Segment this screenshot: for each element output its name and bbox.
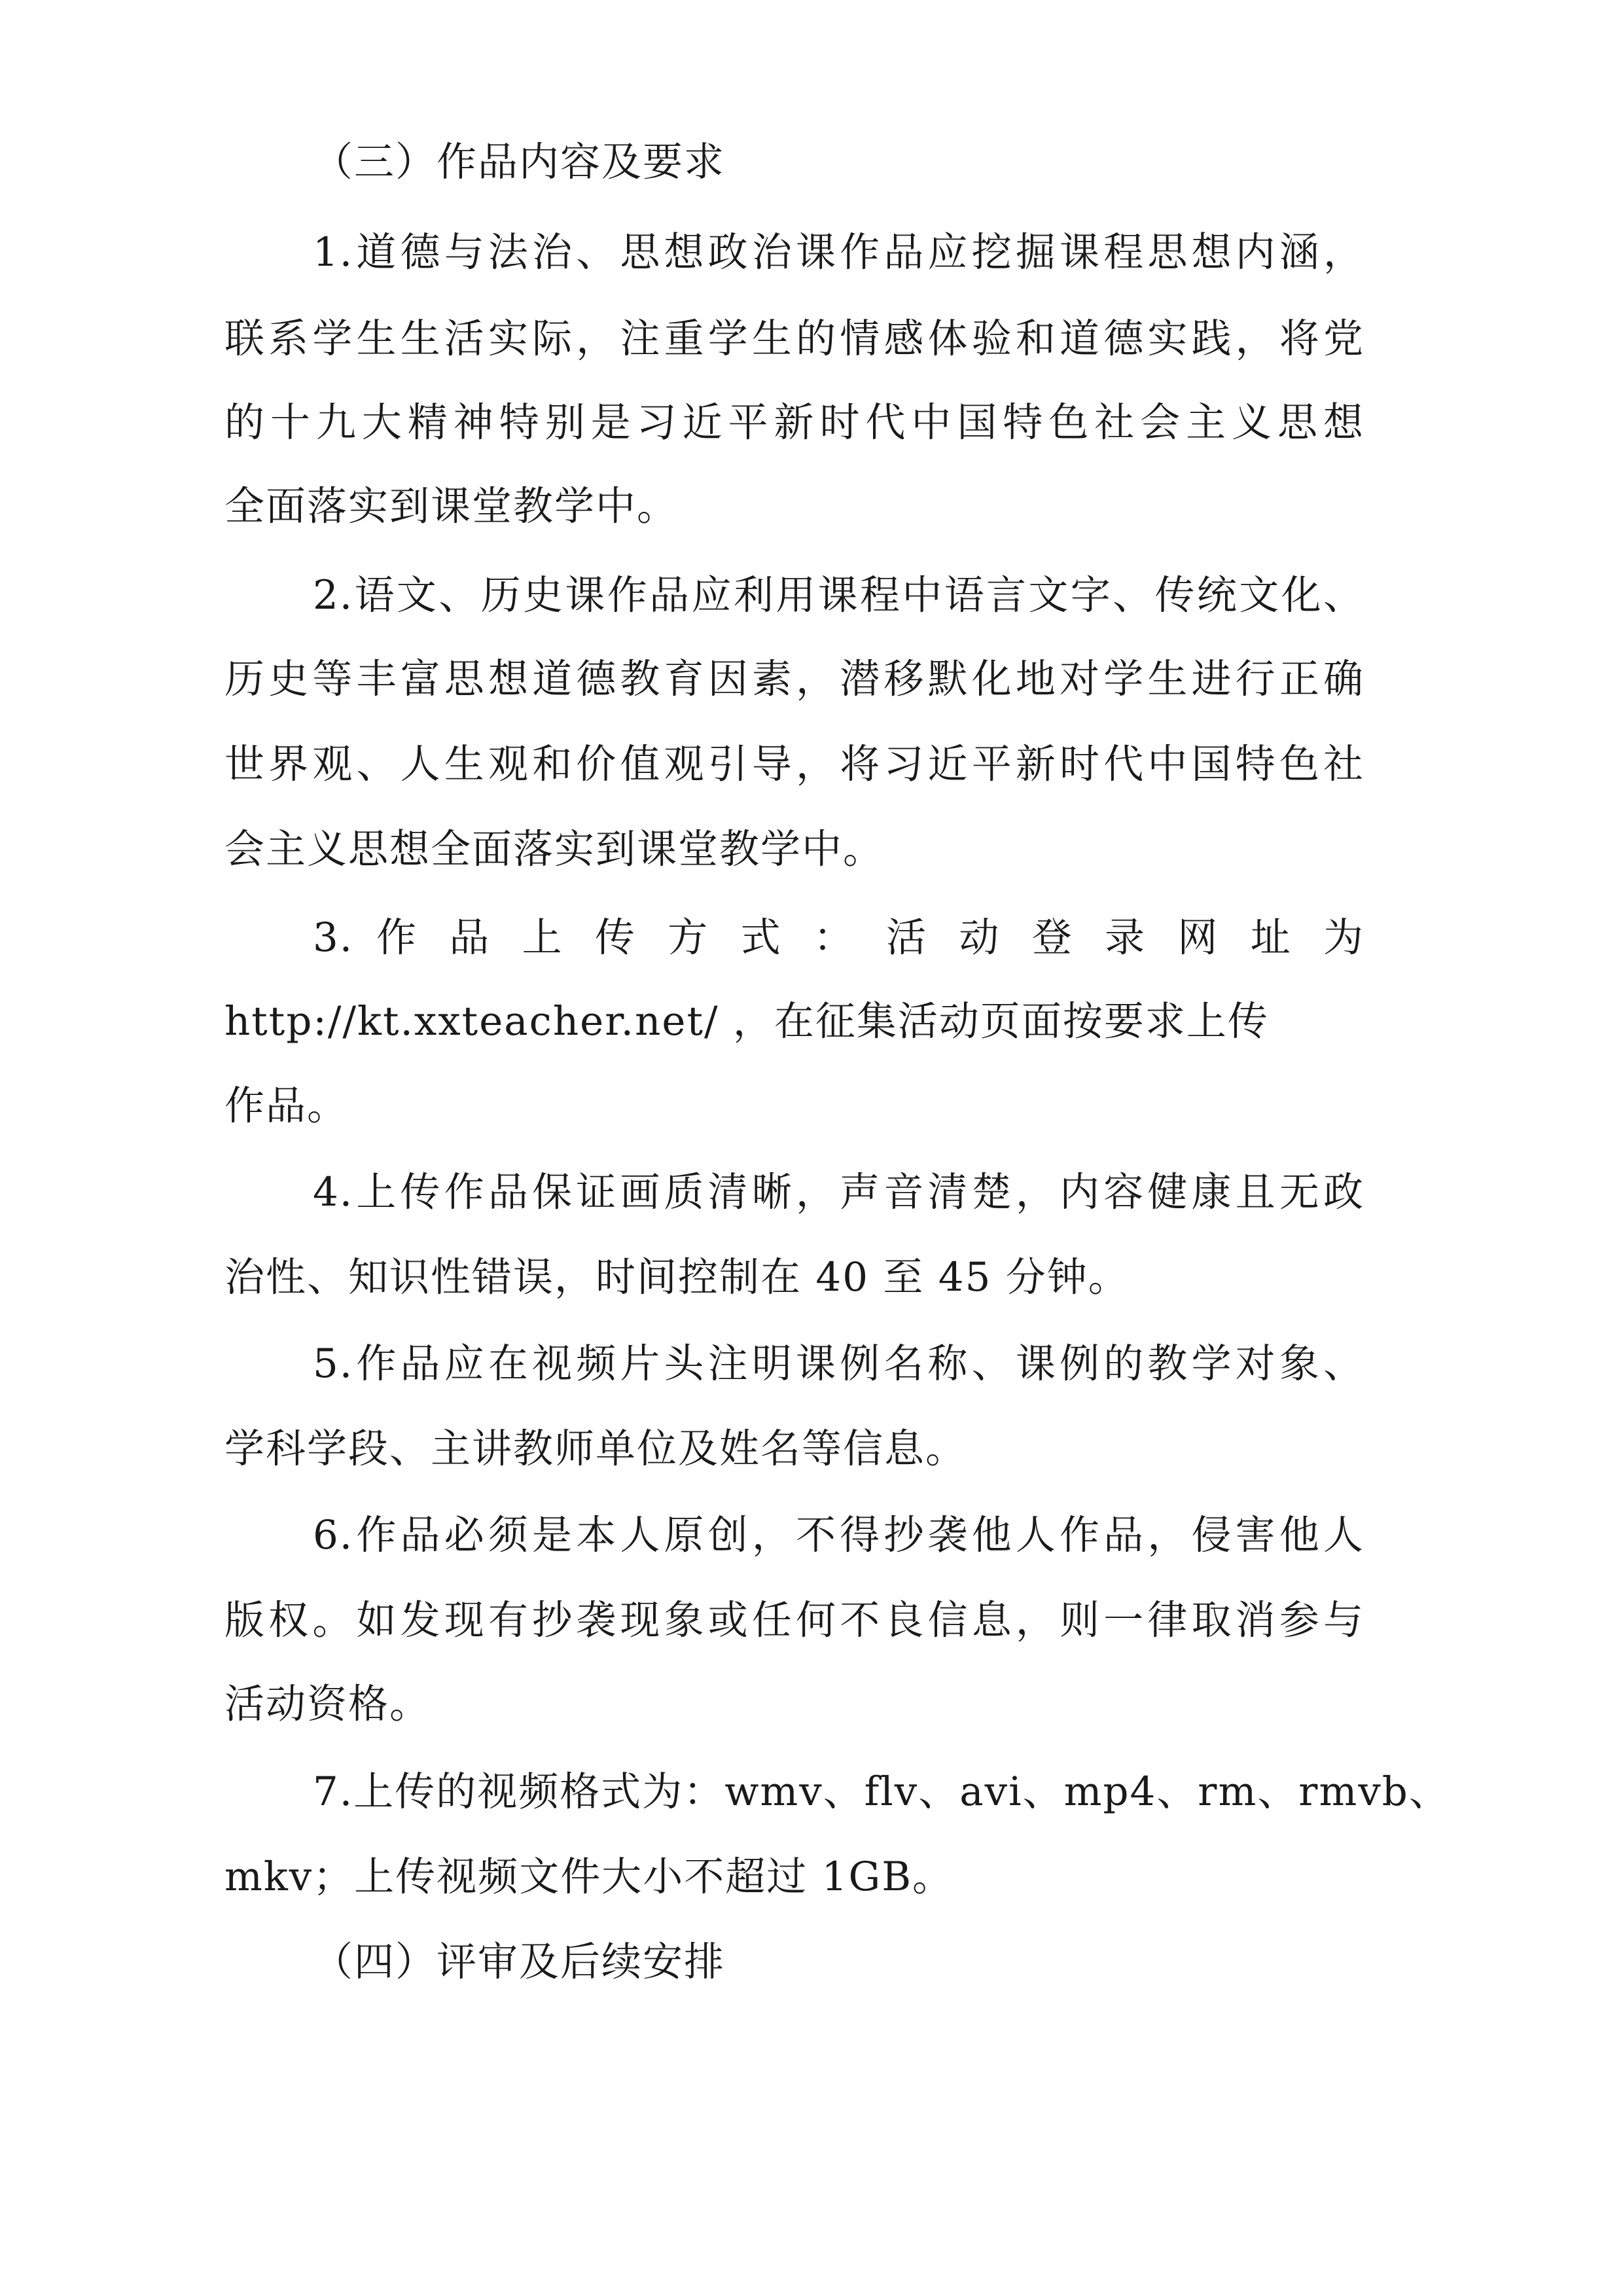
paragraph-1-line-4: 全面落实到课堂教学中。 <box>224 483 679 529</box>
paragraph-1-line-1: 1.道德与法治、思想政治课作品应挖掘课程思想内涵， <box>313 229 1364 276</box>
paragraph-3-line-1: 3. 作 品 上 传 方 式 ： 活 动 登 录 网 址 为 <box>313 914 1364 961</box>
paragraph-7-line-1: 7.上传的视频格式为：wmv、flv、avi、mp4、rm、rmvb、 <box>313 1768 1450 1815</box>
paragraph-3-line-2 <box>224 990 1269 1053</box>
paragraph-2-line-2: 历史等丰富思想道德教育因素，潜移默化地对学生进行正确 <box>224 656 1364 702</box>
paragraph-2-line-1: 2.语文、历史课作品应利用课程中语言文字、传统文化、 <box>313 572 1364 619</box>
paragraph-2-line-3: 世界观、人生观和价值观引导，将习近平新时代中国特色社 <box>224 741 1364 787</box>
upload-url-text: http://kt.xxteacher.net/ ，在征集活动页面按要求上传 <box>224 998 1269 1045</box>
paragraph-4-line-1: 4.上传作品保证画质清晰，声音清楚，内容健康且无政 <box>313 1169 1364 1215</box>
paragraph-6-line-1: 6.作品必须是本人原创，不得抄袭他人作品，侵害他人 <box>313 1512 1364 1558</box>
section-heading-3: （三）作品内容及要求 <box>313 139 726 185</box>
paragraph-6-line-2: 版权。如发现有抄袭现象或任何不良信息，则一律取消参与 <box>224 1597 1364 1643</box>
paragraph-5-line-1: 5.作品应在视频片头注明课例名称、课例的教学对象、 <box>313 1340 1364 1387</box>
paragraph-3-line-3: 作品。 <box>224 1083 349 1129</box>
paragraph-7-line-2: mkv；上传视频文件大小不超过 1GB。 <box>224 1854 954 1900</box>
paragraph-5-line-2: 学科学段、主讲教师单位及姓名等信息。 <box>224 1426 967 1472</box>
paragraph-1-line-3: 的十九大精神特别是习近平新时代中国特色社会主义思想 <box>224 399 1364 446</box>
section-heading-4: （四）评审及后续安排 <box>313 1939 726 1985</box>
paragraph-4-line-2: 治性、知识性错误，时间控制在 40 至 45 分钟。 <box>224 1254 1130 1300</box>
paragraph-6-line-3: 活动资格。 <box>224 1681 431 1727</box>
paragraph-1-line-2: 联系学生生活实际，注重学生的情感体验和道德实践，将党 <box>224 315 1364 362</box>
paragraph-2-line-4: 会主义思想全面落实到课堂教学中。 <box>224 826 885 872</box>
